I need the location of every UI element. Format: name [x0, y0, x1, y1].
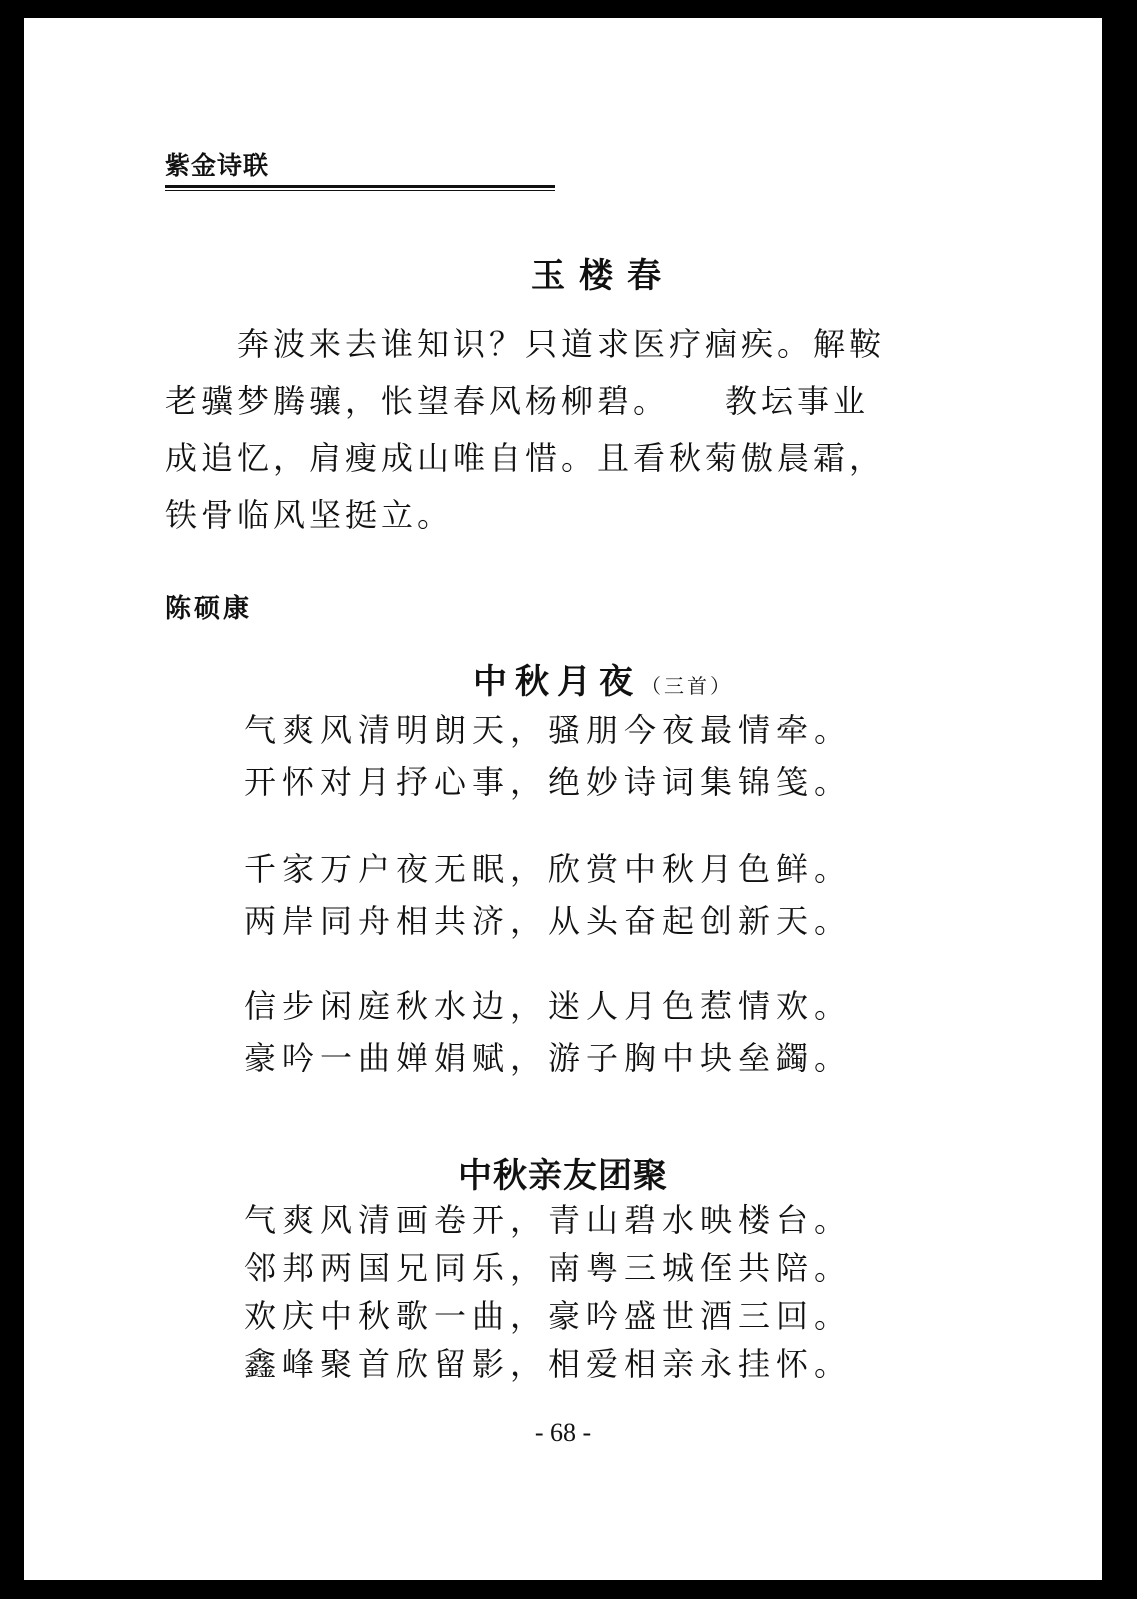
verse-line: 豪吟一曲婵娟赋，游子胸中块垒蠲。 — [244, 1039, 853, 1077]
poem-title-yulouchun: 玉楼春 — [531, 256, 675, 296]
verse-line: 鑫峰聚首欣留影，相爱相亲永挂怀。 — [244, 1345, 853, 1383]
poem-title-zhongqiu-yueye — [64, 654, 1102, 703]
verse-line: 气爽风清明朗天，骚朋今夜最情牵。 — [244, 711, 853, 749]
author-name: 陈硕康 — [165, 594, 253, 624]
header-title: 紫金诗联 — [165, 151, 270, 180]
stanza-1 — [244, 704, 852, 808]
verse-line: 开怀对月抒心事，绝妙诗词集锦笺。 — [244, 763, 853, 801]
poem-line: 铁骨临风坚挺立。 — [165, 496, 454, 534]
page-number: - 68 - — [534, 1418, 592, 1447]
poem-line: 奔波来去谁知识？只道求医疗痼疾。解鞍 — [165, 325, 886, 363]
verse-line: 信步闲庭秋水边，迷人月色惹情欢。 — [244, 987, 853, 1025]
verse-line: 千家万户夜无眠，欣赏中秋月色鲜。 — [244, 850, 853, 888]
book-page — [24, 18, 1102, 1580]
poem-yulouchun-body — [165, 316, 965, 544]
header-rule — [165, 185, 555, 191]
poem-line: 成追忆，肩瘦成山唯自惜。且看秋菊傲晨霜， — [165, 439, 886, 477]
verse-line: 气爽风清画卷开，青山碧水映楼台。 — [244, 1201, 853, 1239]
poem-title-note: （三首） — [641, 674, 733, 698]
verse-line: 欢庆中秋歌一曲，豪吟盛世酒三回。 — [244, 1297, 853, 1335]
poem-qinyou-body — [244, 1196, 852, 1388]
stanza-3 — [244, 980, 852, 1084]
poem-title-text: 中秋月夜 — [473, 662, 641, 702]
poem-line: 老骥梦腾骧，怅望春风杨柳碧。 教坛事业 — [165, 382, 870, 420]
verse-line: 邻邦两国兄同乐，南粤三城侄共陪。 — [244, 1249, 853, 1287]
verse-line: 两岸同舟相共济，从头奋起创新天。 — [244, 902, 853, 940]
stanza-2 — [244, 843, 852, 947]
running-header — [165, 151, 555, 191]
poem-title-qinyou-tuanju: 中秋亲友团聚 — [458, 1156, 668, 1196]
